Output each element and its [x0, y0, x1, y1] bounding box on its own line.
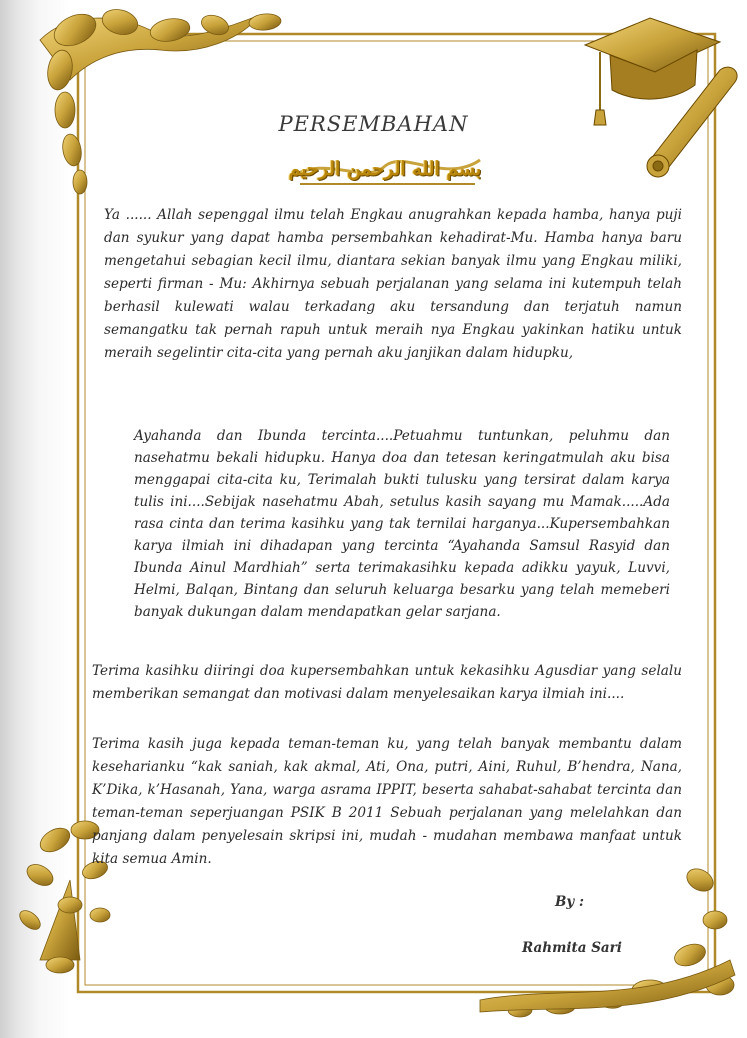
- signature-by-label: By :: [555, 894, 584, 910]
- page-title: PERSEMBAHAN: [278, 112, 469, 136]
- dedication-paragraph-friends: Terima kasih juga kepada teman-teman ku, yang telah banyak membantu dalam keseharianku “kak saniah, kak akmal, Ati, Ona, putri, Aini, Ruhul, B’hendra, Nana, K’Dika, k’Hasanah, Yana, warga asrama IPPIT, beserta sahabat-sahabat tercinta dan teman-teman seperjuangan PSIK B 2011 Sebuah perjalanan yang melelahkan dan panjang dalam penyelesain skripsi ini, mudah - mudahan membawa manfaat untuk kita semua Amin.: [92, 736, 682, 867]
- dedication-paragraph-partner: Terima kasihku diiringi doa kupersembahkan untuk kekasihku Agusdiar yang selalu memberikan semangat dan motivasi dalam menyelesaikan karya ilmiah ini....: [92, 663, 682, 702]
- dedication-paragraph-parents: Ayahanda dan Ibunda tercinta....Petuahmu tuntunkan, peluhmu dan nasehatmu bekali hidupku. Hanya doa dan tetesan keringatmulah aku bisa menggapai cita-cita ku, Terimalah bukti tulusku yang tersirat dalam karya tulis ini....Sebijak nasehatmu Abah, setulus kasih sayang mu Mamak.....Ada rasa cinta dan terima kasihku yang tak ternilai harganya...Kupersembahkan karya ilmiah ini dihadapan yang tercinta “Ayahanda Samsul Rasyid dan Ibunda Ainul Mardhiah” serta terimakasihku kepada adikku yayuk, Luvvi, Helmi, Balqan, Bintang dan seluruh keluarga besarku yang telah memeberi banyak dukungan dalam mendapatkan gelar sarjana.: [134, 428, 670, 620]
- basmala-text: بسم الله الرحمن الرحيم: [288, 158, 482, 180]
- signature-author-name: Rahmita Sari: [522, 940, 622, 956]
- dedication-paragraph-1: Ya ...... Allah sepenggal ilmu telah Engkau anugrahkan kepada hamba, hanya puji dan syukur yang dapat hamba persembahkan kehadirat-Mu. Hamba hanya baru mengetahui sebagian kecil ilmu, diantara sekian banyak ilmu yang Engkau miliki, seperti firman - Mu: Akhirnya sebuah perjalanan yang selama ini kutempuh telah berhasil kulewati walau terkadang aku tersandung dan terjatuh namun semangatku tak pernah rapuh untuk meraih nya Engkau yakinkan hatiku untuk meraih segelintir cita-cita yang pernah aku janjikan dalam hidupku,: [104, 207, 682, 361]
- basmala-calligraphy: [285, 148, 485, 190]
